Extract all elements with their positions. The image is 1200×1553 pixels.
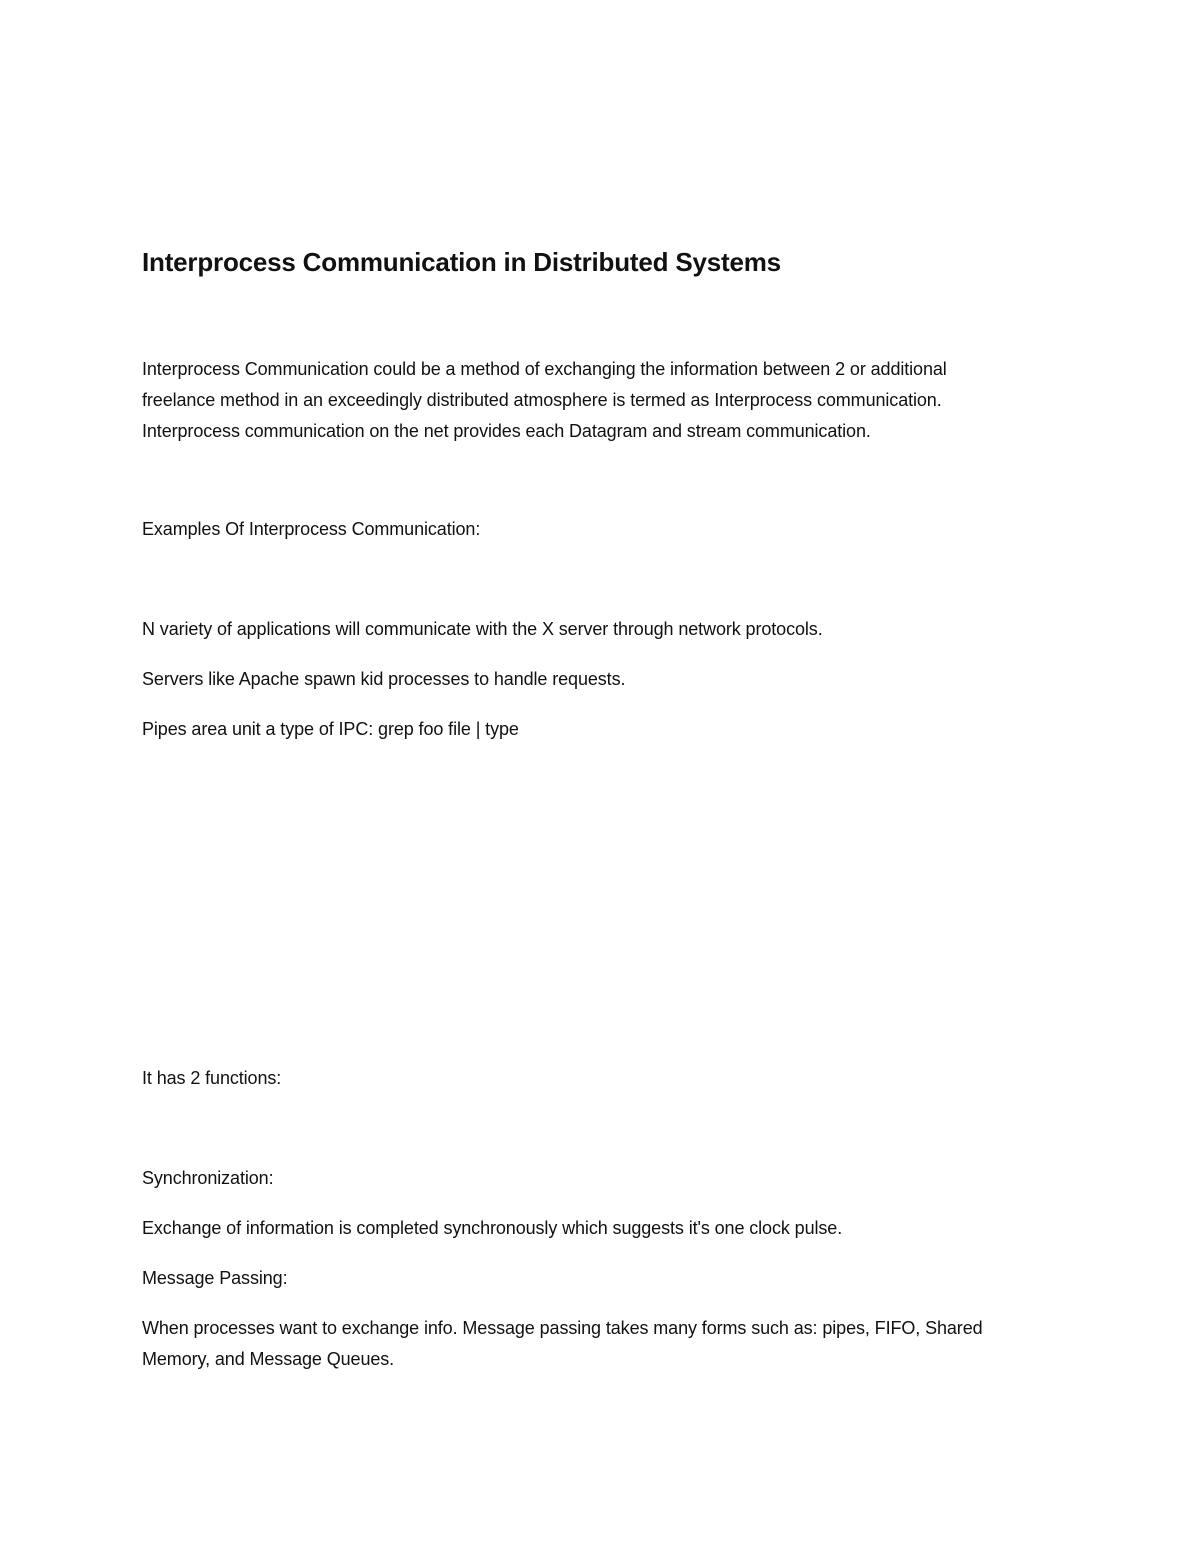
intro-line: Interprocess Communication could be a method of exchanging the information between 2 or additional bbox=[142, 359, 947, 379]
message-passing-line: When processes want to exchange info. Message passing takes many forms such as: pipes, FIFO, Shared bbox=[142, 1318, 983, 1338]
message-passing-line: Memory, and Message Queues. bbox=[142, 1349, 395, 1369]
synchronization-description: Exchange of information is completed synchronously which suggests it's one clock pulse. bbox=[142, 1218, 843, 1238]
synchronization-heading: Synchronization: bbox=[142, 1168, 274, 1188]
document-title: Interprocess Communication in Distributed Systems bbox=[142, 247, 781, 277]
intro-line: Interprocess communication on the net provides each Datagram and stream communication. bbox=[142, 421, 871, 441]
message-passing-description bbox=[142, 1313, 1062, 1375]
message-passing-heading: Message Passing: bbox=[142, 1268, 288, 1288]
functions-heading: It has 2 functions: bbox=[142, 1068, 282, 1088]
examples-heading: Examples Of Interprocess Communication: bbox=[142, 519, 481, 539]
intro-line: freelance method in an exceedingly distributed atmosphere is termed as Interprocess communication. bbox=[142, 390, 942, 410]
example-item: Pipes area unit a type of IPC: grep foo file | type bbox=[142, 719, 519, 739]
example-item: N variety of applications will communicate with the X server through network protocols. bbox=[142, 619, 823, 639]
intro-paragraph bbox=[142, 354, 1062, 447]
example-item: Servers like Apache spawn kid processes to handle requests. bbox=[142, 669, 626, 689]
